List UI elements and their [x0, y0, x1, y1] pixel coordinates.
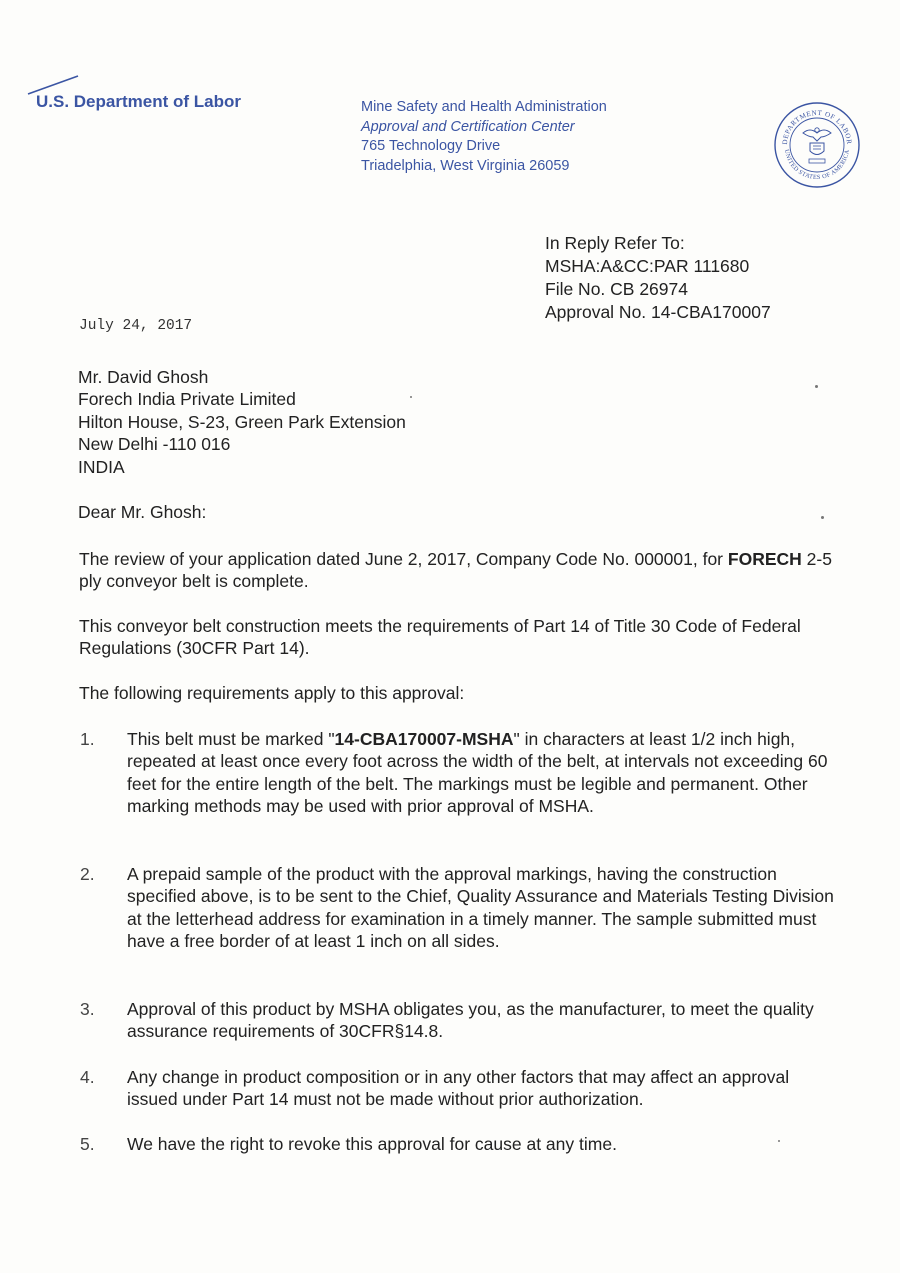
requirement-text: We have the right to revoke this approval for cause at any time. [127, 1134, 617, 1154]
seal-top-text: DEPARTMENT OF LABOR [780, 108, 854, 145]
requirement-text: A prepaid sample of the product with the approval markings, having the construction specified above, is to be sent to the Chief, Quality Assurance and Materials Testing Division at the letterhead address for examination in a timely manner. The sample submitted must have a free border of at least 1 inch on all sides. [127, 864, 834, 952]
paragraph-compliance: This conveyor belt construction meets the requirements of Part 14 of Title 30 Code of Federal Regulations (30CFR Part 14). [79, 616, 801, 659]
seal-bottom-text: UNITED STATES OF AMERICA [783, 148, 851, 182]
scan-speck [821, 516, 824, 519]
requirement-number: 4. [80, 1067, 95, 1087]
product-brand: FORECH [727, 549, 802, 569]
paragraph-review-text-end: 2-5 ply conveyor belt is complete. [79, 549, 832, 592]
agency-name: Mine Safety and Health Administration [361, 99, 607, 115]
requirement-text: Any change in product composition or in any other factors that may affect an approval issued under Part 14 must not be made without prior authorization. [127, 1067, 790, 1110]
recipient-country: INDIA [78, 456, 125, 477]
requirement-text [127, 728, 839, 818]
agency-city: Triadelphia, West Virginia 26059 [361, 157, 570, 174]
reply-file-no: File No. CB 26974 [545, 279, 688, 299]
requirement-text-start: This belt must be marked " [127, 729, 335, 749]
requirement-text-end: " in characters at least 1/2 inch high, repeated at least once every foot across the width of the belt, at intervals not exceeding 60 feet for the entire length of the belt. The markings must be legible and permanent. Other marking methods may be used with prior approval of MSHA. [127, 729, 828, 817]
svg-text:UNITED STATES OF AMERICA [783, 149, 851, 181]
requirement-number: 5. [80, 1134, 95, 1154]
scan-speck [815, 385, 818, 388]
agency-street: 765 Technology Drive [361, 138, 501, 155]
reply-approval-no: Approval No. 14-CBA170007 [545, 302, 771, 322]
letter-date: July 24, 2017 [79, 318, 193, 334]
requirement-number: 2. [80, 864, 95, 884]
paragraph-review-text-start: The review of your application dated June 2, 2017, Company Code No. 000001, for [79, 549, 728, 569]
paragraph-requirements-intro: The following requirements apply to this approval: [79, 683, 465, 703]
reply-msha-ref: MSHA:A&CC:PAR 111680 [545, 256, 750, 276]
recipient-company: Forech India Private Limited [78, 389, 296, 410]
reply-refer-label: In Reply Refer To: [545, 233, 685, 253]
requirement-number: 1. [80, 729, 95, 749]
reply-reference-block [545, 232, 771, 324]
recipient-city: New Delhi -110 016 [78, 434, 231, 455]
agency-center: Approval and Certification Center [361, 118, 575, 135]
recipient-street: Hilton House, S-23, Green Park Extension [78, 411, 406, 432]
scan-speck [410, 396, 412, 398]
department-name: U.S. Department of Labor [36, 92, 241, 111]
recipient-address [78, 366, 406, 478]
paragraph-review [79, 548, 839, 593]
requirement-number: 3. [80, 999, 95, 1019]
approval-marking: 14-CBA170007-MSHA [334, 729, 514, 749]
salutation: Dear Mr. Ghosh: [78, 502, 207, 522]
department-seal-icon [773, 101, 861, 189]
requirement-text: Approval of this product by MSHA obligates you, as the manufacturer, to meet the quality assurance requirements of 30CFR§14.8. [127, 999, 814, 1042]
recipient-name: Mr. David Ghosh [78, 367, 209, 387]
agency-block [361, 98, 607, 176]
svg-text:DEPARTMENT OF LABOR [781, 109, 853, 145]
scan-speck [778, 1140, 780, 1142]
